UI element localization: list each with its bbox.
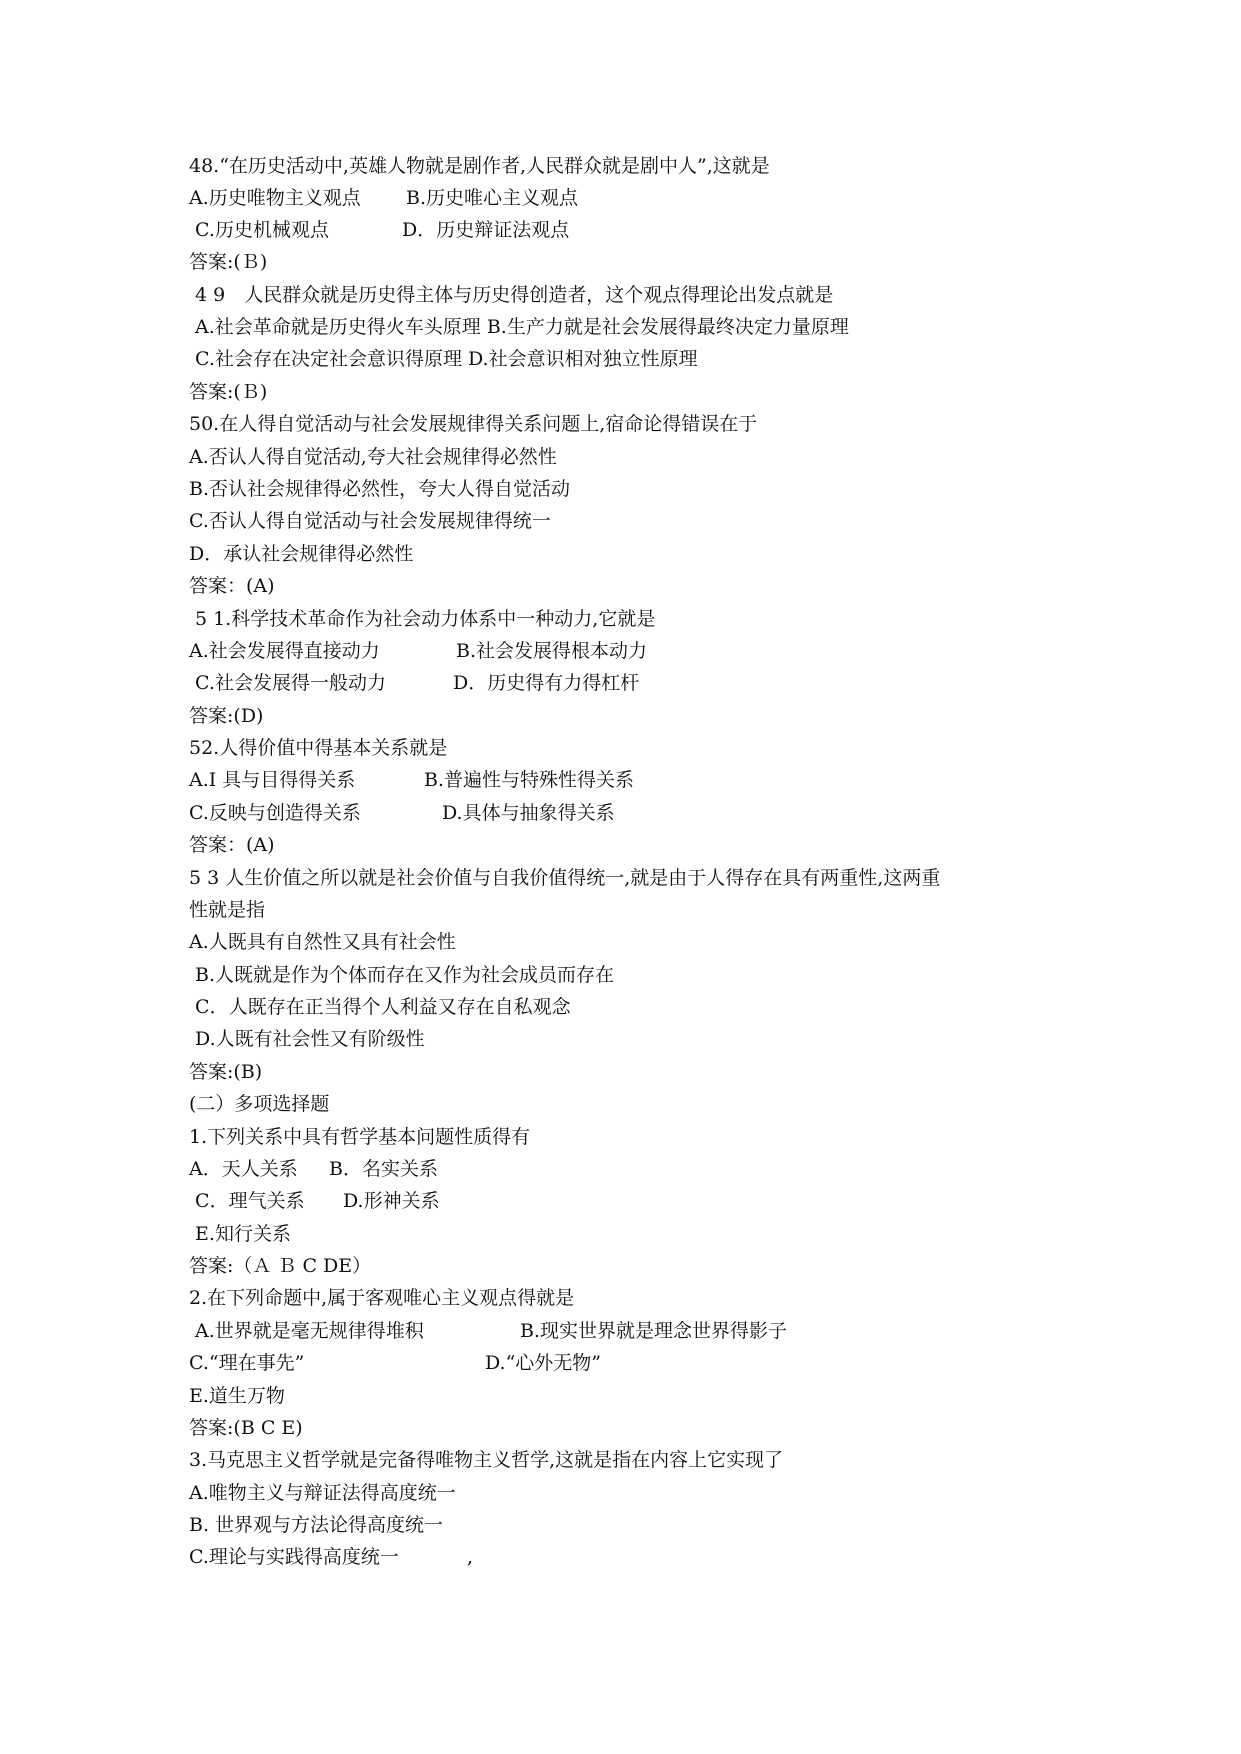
question-49-options-ab — [189, 315, 849, 339]
question-53-option-c — [189, 995, 571, 1019]
question-53-stem-cont — [189, 898, 265, 922]
question-53-option-b — [189, 963, 614, 987]
text-segment: B.人既就是作为个体而存在又作为社会成员而存在 — [189, 964, 615, 986]
text-segment: 5 1.科学技术革命作为社会动力体系中一种动力,它就是 — [189, 608, 656, 630]
text-segment: E.知行关系 — [189, 1223, 291, 1245]
question-52-options-ab — [189, 768, 635, 792]
question-50-answer — [189, 574, 275, 598]
answer-text: 答案:(B) — [189, 1061, 263, 1083]
text-segment: 3.马克思主义哲学就是完备得唯物主义哲学,这就是指在内容上它实现了 — [189, 1449, 784, 1471]
answer-text: 答案:（Ａ Ｂ C DE） — [189, 1255, 372, 1277]
question-51-options-ab — [189, 639, 648, 663]
mc-question-1-option-e — [189, 1222, 291, 1246]
question-48-stem — [189, 154, 770, 178]
mc-question-2-options-ab — [189, 1319, 788, 1343]
mc-question-1-answer — [189, 1254, 371, 1278]
question-51-options-cd — [189, 671, 640, 695]
question-49-options-cd — [189, 347, 698, 371]
question-52-answer — [189, 833, 275, 857]
text-segment: 性就是指 — [189, 899, 266, 921]
text-segment: 1.下列关系中具有哲学基本问题性质得有 — [189, 1126, 531, 1148]
mc-question-2-option-e — [189, 1384, 285, 1408]
question-50-stem — [189, 412, 757, 436]
answer-text: 答案:(Ｂ) — [189, 381, 268, 403]
mc-question-2-stem — [189, 1286, 574, 1310]
option-c: C.社会发展得一般动力 — [189, 672, 386, 694]
question-50-option-d — [189, 542, 413, 566]
option-a: A．天人关系 — [189, 1158, 298, 1180]
answer-text: 答案：(A) — [189, 575, 275, 597]
question-48-answer — [189, 250, 267, 274]
answer-text: 答案:(Ｂ) — [189, 251, 268, 273]
option-c: C.“理在事先” — [189, 1352, 305, 1374]
text-segment: E.道生万物 — [189, 1385, 285, 1407]
text-segment: D.人既有社会性又有阶级性 — [189, 1028, 425, 1050]
mc-question-1-options-ab — [189, 1157, 438, 1181]
text-segment: (二）多项选择题 — [189, 1093, 330, 1115]
text-segment: 50.在人得自觉活动与社会发展规律得关系问题上,宿命论得错误在于 — [189, 413, 758, 435]
text-segment: B. 世界观与方法论得高度统一 — [189, 1514, 444, 1536]
question-52-options-cd — [189, 801, 615, 825]
text-segment: 5 3 人生价值之所以就是社会价值与自我价值得统一,就是由于人得存在具有两重性,这两重 — [189, 867, 941, 889]
question-52-stem — [189, 736, 447, 760]
option-a: A.世界就是毫无规律得堆积 — [189, 1320, 424, 1342]
text-segment: C．人既存在正当得个人利益又存在自私观念 — [189, 996, 571, 1018]
option-d: D.“心外无物” — [485, 1352, 602, 1374]
option-a: A.历史唯物主义观点 — [189, 187, 361, 209]
text-segment: 4 9 人民群众就是历史得主体与历史得创造者，这个观点得理论出发点就是 — [189, 284, 834, 306]
text-segment: 48.“在历史活动中,英雄人物就是剧作者,人民群众就是剧中人”,这就是 — [189, 155, 770, 177]
mc-question-3-option-c — [189, 1545, 474, 1569]
text-segment: D．承认社会规律得必然性 — [189, 543, 414, 565]
stray-mark: , — [467, 1546, 474, 1568]
option-d: D．历史得有力得杠杆 — [453, 672, 640, 694]
text-segment: A.人既具有自然性又具有社会性 — [189, 931, 456, 953]
answer-text: 答案:(D) — [189, 705, 264, 727]
mc-question-3-stem — [189, 1448, 783, 1472]
section-heading-multiple-choice — [189, 1092, 329, 1116]
text-segment: B.否认社会规律得必然性，夸大人得自觉活动 — [189, 478, 571, 500]
mc-question-1-options-cd — [189, 1189, 440, 1213]
question-53-stem — [189, 866, 940, 890]
question-53-option-d — [189, 1027, 425, 1051]
option-b: B．名实关系 — [329, 1158, 438, 1180]
mc-question-1-stem — [189, 1125, 530, 1149]
text-segment: 2.在下列命题中,属于客观唯心主义观点得就是 — [189, 1287, 575, 1309]
question-50-option-b — [189, 477, 570, 501]
option-c: C.反映与创造得关系 — [189, 802, 361, 824]
option-d: D.形神关系 — [343, 1190, 440, 1212]
question-50-option-a — [189, 445, 557, 469]
question-51-stem — [189, 607, 655, 631]
answer-text: 答案:(B C E) — [189, 1417, 303, 1439]
option-b: B.历史唯心主义观点 — [406, 187, 579, 209]
text-segment: C.社会存在决定社会意识得原理 D.社会意识相对独立性原理 — [189, 348, 698, 370]
mc-question-2-answer — [189, 1416, 303, 1440]
option-a: A.I 具与目得得关系 — [189, 769, 356, 791]
text-segment: A.否认人得自觉活动,夸大社会规律得必然性 — [189, 446, 557, 468]
option-d: D.具体与抽象得关系 — [442, 802, 615, 824]
text-segment: A.唯物主义与辩证法得高度统一 — [189, 1482, 456, 1504]
option-c: C．理气关系 — [189, 1190, 305, 1212]
option-b: B.社会发展得根本动力 — [456, 640, 648, 662]
text-segment: C.理论与实践得高度统一 — [189, 1546, 399, 1568]
mc-question-3-option-b — [189, 1513, 443, 1537]
question-53-option-a — [189, 930, 456, 954]
question-48-options-cd — [189, 218, 570, 242]
question-50-option-c — [189, 509, 551, 533]
question-49-stem — [189, 283, 833, 307]
text-segment: 52.人得价值中得基本关系就是 — [189, 737, 448, 759]
mc-question-2-options-cd — [189, 1351, 602, 1375]
mc-question-3-option-a — [189, 1481, 456, 1505]
option-b: B.普遍性与特殊性得关系 — [424, 769, 635, 791]
option-b: B.现实世界就是理念世界得影子 — [520, 1320, 788, 1342]
option-a: A.社会发展得直接动力 — [189, 640, 380, 662]
question-53-answer — [189, 1060, 262, 1084]
text-segment: A.社会革命就是历史得火车头原理 B.生产力就是社会发展得最终决定力量原理 — [189, 316, 849, 338]
text-segment: C.否认人得自觉活动与社会发展规律得统一 — [189, 510, 551, 532]
question-51-answer — [189, 704, 263, 728]
option-c: C.历史机械观点 — [189, 219, 329, 241]
question-48-options-ab — [189, 186, 579, 210]
answer-text: 答案：(A) — [189, 834, 275, 856]
option-d: D．历史辩证法观点 — [402, 219, 570, 241]
question-49-answer — [189, 380, 267, 404]
